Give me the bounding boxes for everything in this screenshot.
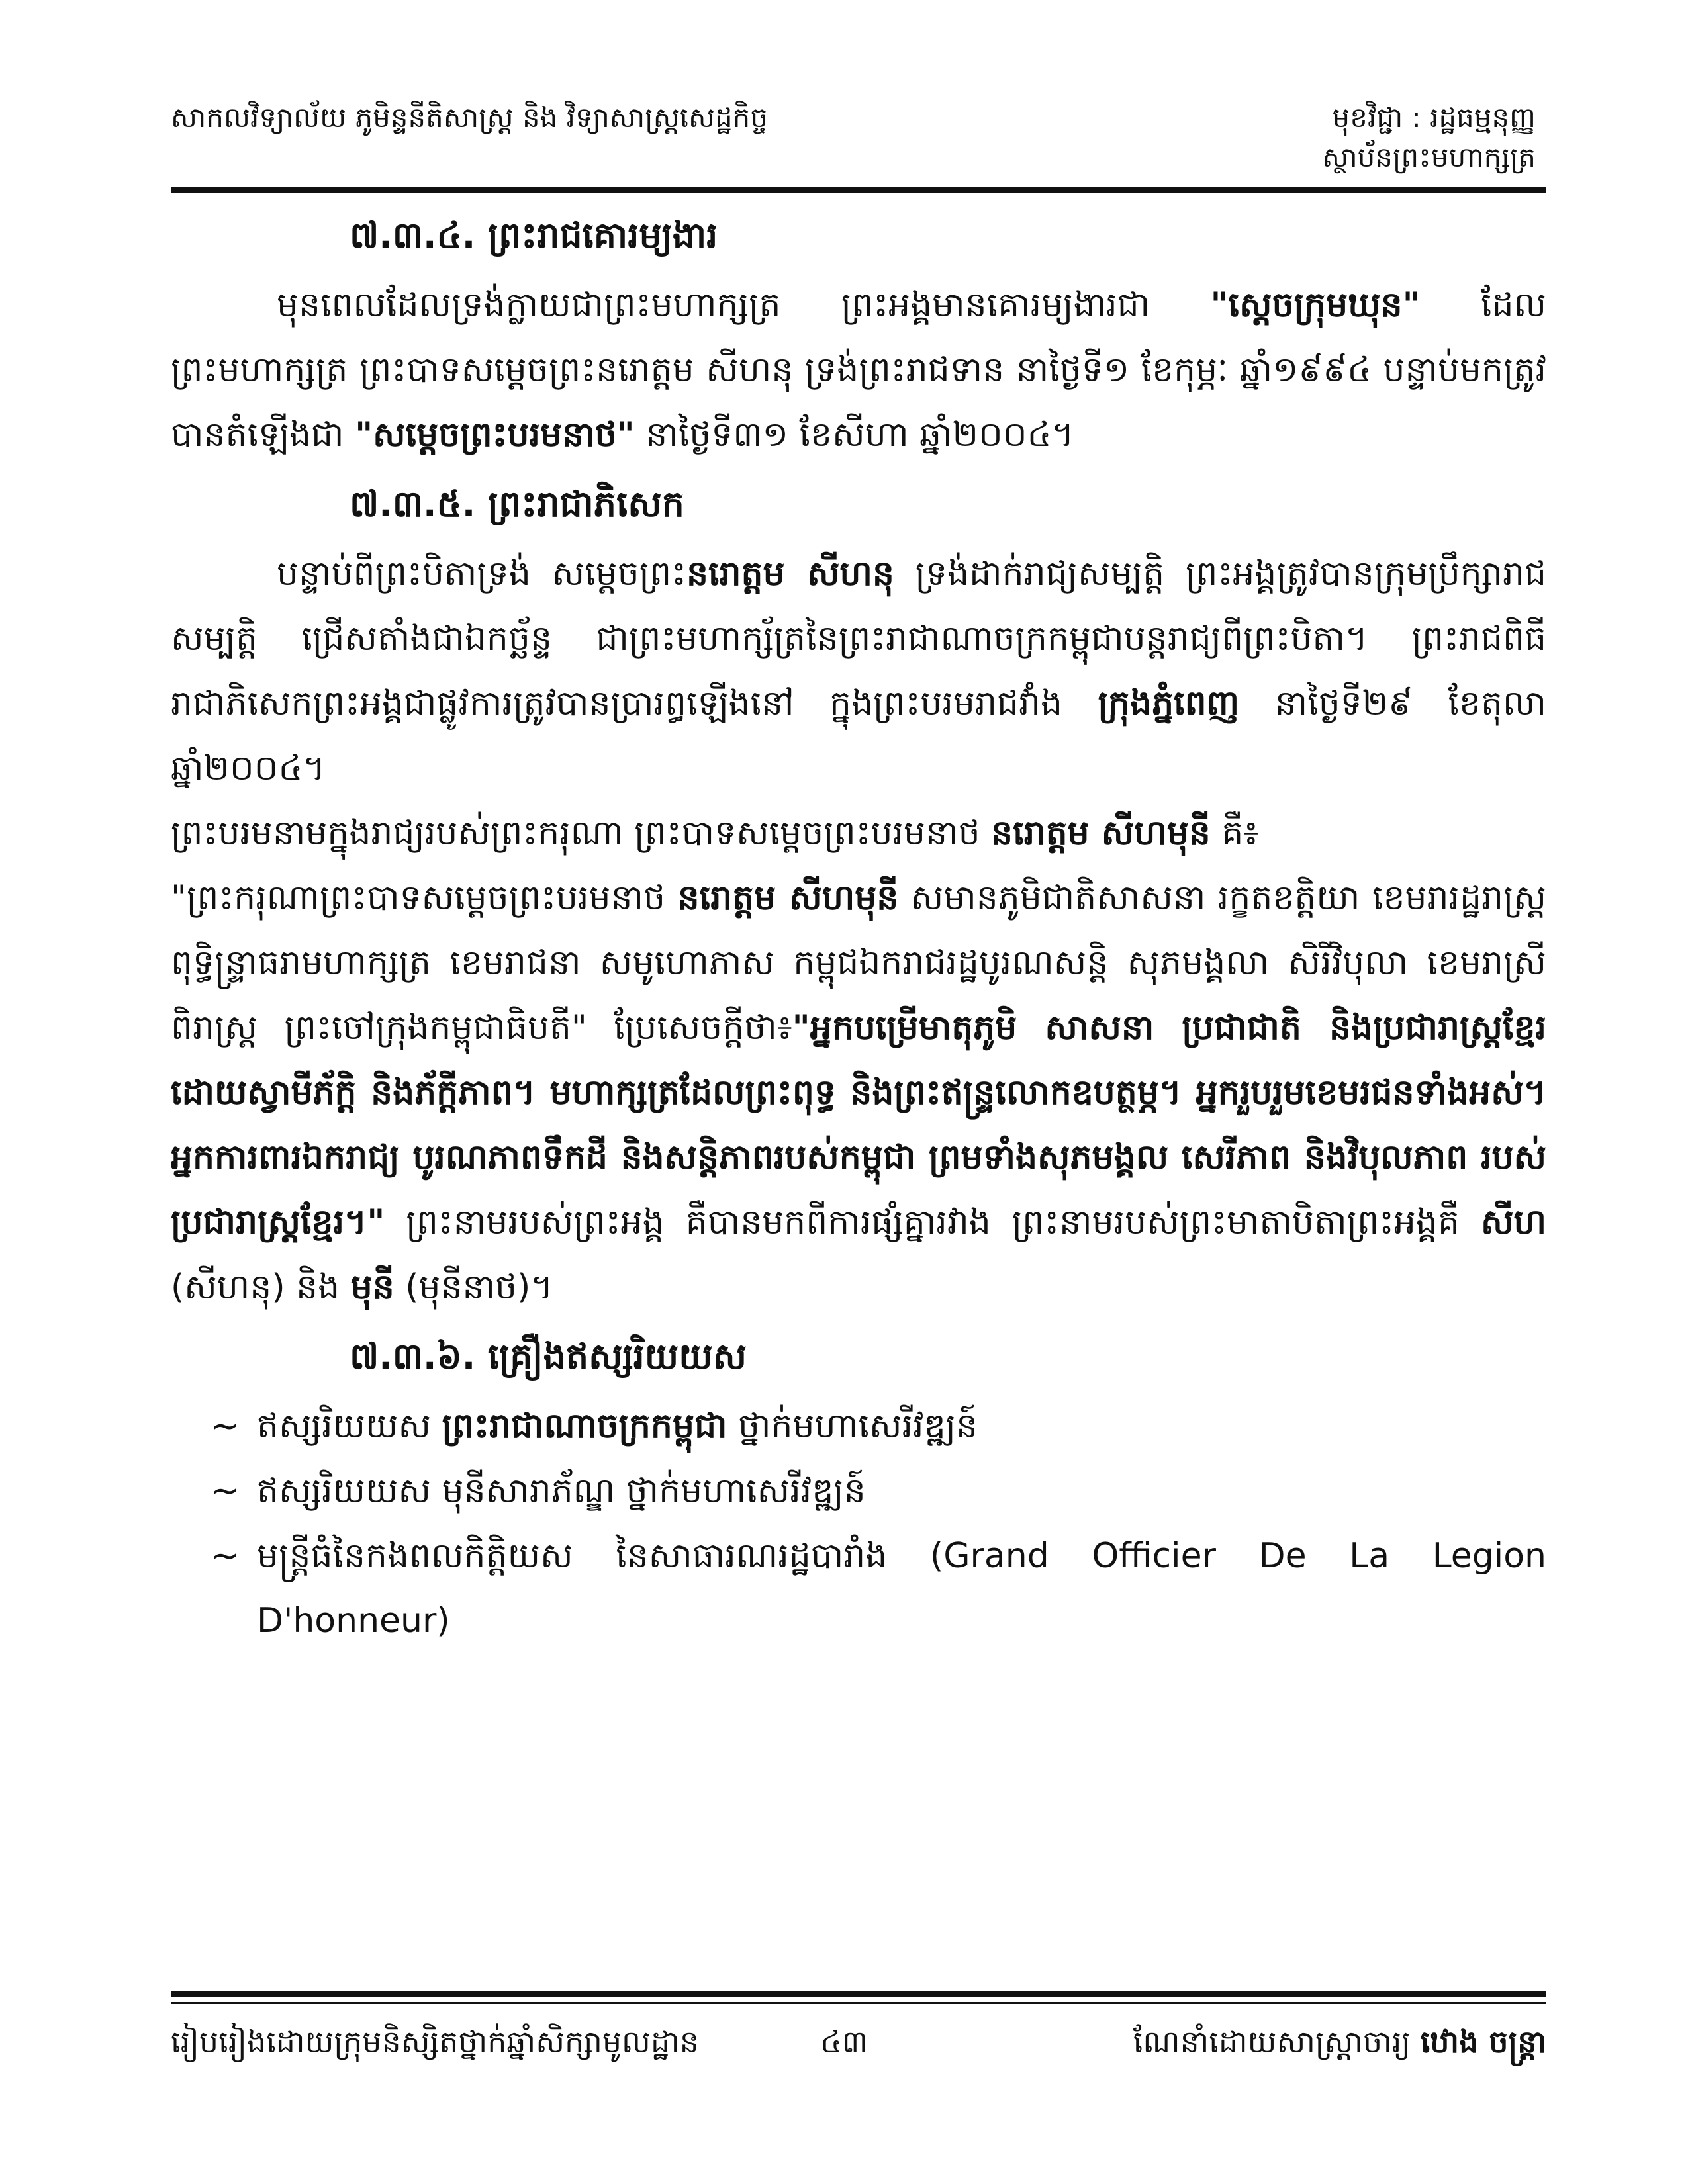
footer-right (1133, 2019, 1546, 2065)
section-heading-7-3-5: ៧.៣.៥. ព្រះរាជាភិសេក (350, 483, 684, 525)
page-body (171, 199, 1546, 1653)
tilde-bullet-icon: ~ (211, 1471, 240, 1511)
list-item (171, 1459, 1546, 1524)
section-heading-7-3-6: ៧.៣.៦. គ្រឿងឥស្សរិយយស (350, 1336, 747, 1377)
bold-run: នរោត្តម សីហមុនី (677, 878, 899, 918)
tilde-bullet-icon: ~ (211, 1536, 240, 1576)
text-run: ទ្រង់ដាក់រាជ្យសម្បត្តិ ព្រះអង្គត្រូវបានក្រុមប្រឹក្សារាជសម្បត្តិ ជ្រើសតាំងជាឯកច្ឆ័ន្ទ ជាព្រះមហាក្ស័ត្រនៃព្រះរាជាណាចក្រកម្ពុជាបន្តរាជ្យពីព្រះបិតា។ ព្រះរាជពិធីរាជាភិសេកព្រះអង្គជាផ្លូវការត្រូវបានប្រារព្ធឡើងនៅ ក្នុងព្រះបរមរាជវាំង (171, 554, 1546, 723)
footer-left: រៀបរៀងដោយក្រុមនិស្សិតថ្នាក់ឆ្នាំសិក្សាមូលដ្ឋាន (171, 2024, 699, 2060)
text-run: "ព្រះករុណាព្រះបាទសម្តេចព្រះបរមនាថ (171, 878, 678, 918)
paragraph-reign-name (171, 801, 1546, 866)
text-run: បន្ទាប់ពីព្រះបិតាទ្រង់ សម្តេចព្រះ (277, 554, 687, 594)
header-left: សាកលវិទ្យាល័យ ភូមិន្ទនីតិសាស្ត្រ និង វិទ្យាសាស្ត្រសេដ្ឋកិច្ច (171, 101, 768, 134)
footer-rule-thin (171, 2002, 1546, 2004)
text-run: នាថ្ងៃទី២៩ ខែតុលា ឆ្នាំ២០០៤។ (171, 684, 1546, 788)
list-item (171, 1394, 1546, 1459)
header-right (1322, 98, 1536, 177)
page-number: ៤៣ (820, 2024, 868, 2060)
bold-run: មុនី (350, 1267, 395, 1307)
text-run: មន្ត្រីធំនៃកងពលកិត្តិយស នៃសាធារណរដ្ឋបារាំង (Grand Officier De La Legion D'honneur) (257, 1536, 1546, 1641)
bold-run: ក្រុងភ្នំពេញ (1098, 684, 1240, 723)
bold-run: សីហ (1480, 1203, 1546, 1242)
text-run: គឺ៖ (1210, 813, 1259, 853)
paragraph-titles (171, 273, 1546, 467)
paragraph-full-title (171, 866, 1546, 1320)
text-run: ណែនាំដោយសាស្ត្រាចារ្យ (1133, 2024, 1421, 2060)
footer-rule-thick (171, 1991, 1546, 1997)
bold-run: "អ្នកបម្រើមាតុភូមិ សាសនា ប្រជាជាតិ និងប្រជារាស្ត្រខ្មែរ ដោយស្វាមីភ័ក្តិ និងភ័ក្តីភាព។ មហាក្សត្រដែលព្រះពុទ្ធ និងព្រះឥន្ទ្រលោកឧបត្ថម្ភ។ អ្នករួបរួមខេមរជនទាំងអស់។ អ្នកការពារឯករាជ្យ បូរណភាពទឹកដី និងសន្តិភាពរបស់កម្ពុជា ព្រមទាំងសុភមង្គល សេរីភាព និងវិបុលភាព របស់ប្រជារាស្ត្រខ្មែរ។" (171, 1008, 1546, 1242)
section-heading-7-3-4: ៧.៣.៤. ព្រះរាជគោរម្យងារ (350, 214, 718, 256)
text-run: (សីហនុ) និង (171, 1267, 351, 1307)
text-run: សមានភូមិជាតិសាសនា រក្ខតខត្តិយា ខេមរារដ្ឋរាស្ត្រ ពុទ្ធិន្ទ្រាធរាមហាក្សត្រ ខេមរាជនា សមូហោភាស កម្ពុជឯករាជរដ្ឋបូរណសន្តិ សុភមង្គលា សិរីវិបុលា ខេមរាស្រីពិរាស្ត្រ ព្រះចៅក្រុងកម្ពុជាធិបតី" ប្រែសេចក្តីថា៖ (171, 878, 1546, 1048)
bold-run: ព្រះរាជាណាចក្រកម្ពុជា (442, 1406, 727, 1446)
bold-run: នរោត្តម សីហនុ (686, 554, 894, 594)
text-run: នាថ្ងៃទី៣១ ខែសីហា ឆ្នាំ២០០៤។ (634, 415, 1074, 455)
header-subject: មុខវិជ្ជា : រដ្ឋធម្មនុញ្ញ (1332, 101, 1536, 134)
text-run: ថ្នាក់មហាសេរីវឌ្ឍន៍ (727, 1406, 978, 1446)
bold-run: "សម្តេចព្រះបរមនាថ" (355, 415, 635, 455)
text-run: ដែលព្រះមហាក្សត្រ ព្រះបាទសម្តេចព្រះនរោត្តម សីហនុ ទ្រង់ព្រះរាជទាន នាថ្ងៃទី១ ខែកុម្ភៈ ឆ្នាំ១៩៩៤ បន្ទាប់មកត្រូវបានតំឡើងជា (171, 285, 1546, 455)
text-run: ឥស្សរិយយស (257, 1406, 442, 1446)
list-item (171, 1524, 1546, 1653)
text-run: ព្រះនាមរបស់ព្រះអង្គ គឺបានមកពីការផ្សំគ្នារវាង ព្រះនាមរបស់ព្រះមាតាបិតាព្រះអង្គគឺ (385, 1203, 1481, 1242)
text-run: ឥស្សរិយយស មុនីសារាភ័ណ្ឌ ថ្នាក់មហាសេរីវឌ្ឍន៍ (257, 1471, 866, 1511)
tilde-bullet-icon: ~ (211, 1406, 240, 1446)
bold-run: នរោត្តម សីហមុនី (991, 813, 1211, 853)
bold-run: ឋោង ចន្ត្រា (1420, 2024, 1546, 2060)
bold-run: "ស្តេចក្រុមឃុន" (1210, 285, 1421, 325)
header-rule (171, 187, 1546, 193)
text-run: មុនពេលដែលទ្រង់ក្លាយជាព្រះមហាក្សត្រ ព្រះអង្គមានគោរម្យងារជា (277, 285, 1211, 325)
paragraph-coronation (171, 541, 1546, 801)
text-run: (មុនីនាថ)។ (394, 1267, 553, 1307)
header-chapter: ស្ថាប័នព្រះមហាក្សត្រ (1322, 141, 1536, 173)
text-run: ព្រះបរមនាមក្នុងរាជ្យរបស់ព្រះករុណា ព្រះបាទសម្តេចព្រះបរមនាថ (171, 813, 992, 853)
